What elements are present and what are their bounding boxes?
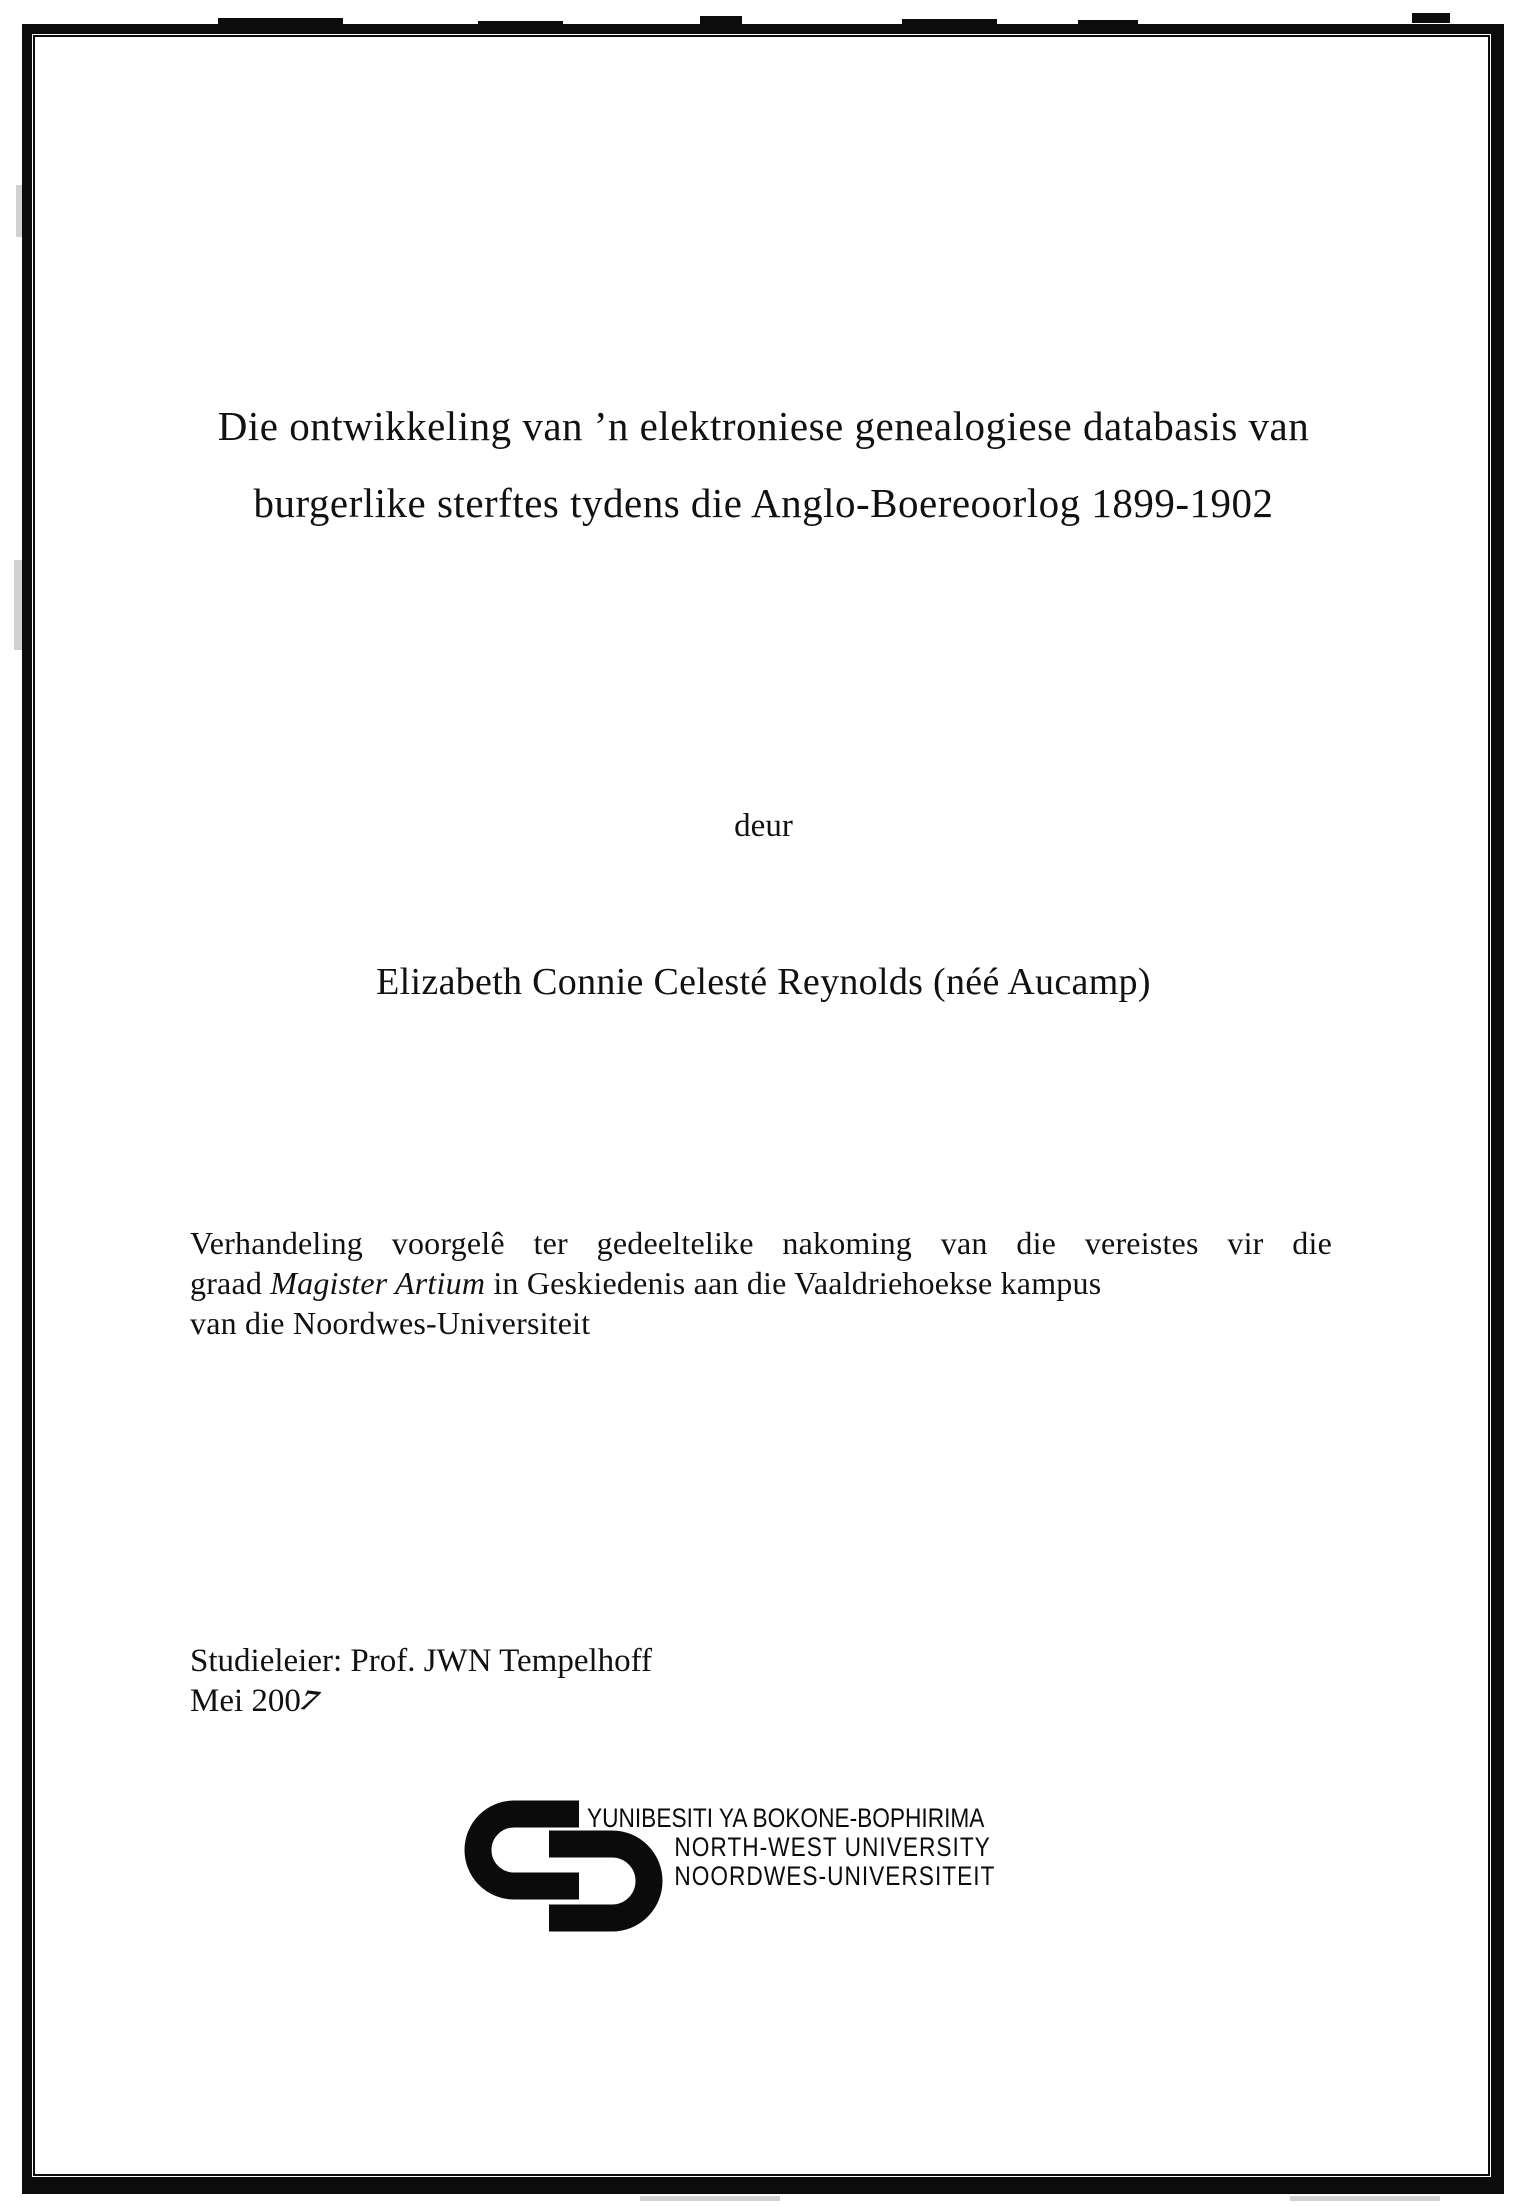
logo-line-afrikaans: NOORDWES-UNIVERSITEIT [674, 1861, 996, 1891]
byline-label: deur [734, 808, 793, 844]
scan-artifact [700, 16, 742, 24]
statement-line3: van die Noordwes-Universiteit [190, 1305, 591, 1341]
degree-name-italic: Magister Artium [270, 1265, 486, 1301]
logo-line-setswana: YUNIBESITI YA BOKONE-BOPHIRIMA [587, 1803, 985, 1833]
statement-line2-pre: graad [190, 1265, 271, 1301]
degree-statement [190, 1223, 1332, 1343]
date-prefix: Mei 200 [190, 1683, 301, 1719]
nwu-logo-text [587, 1804, 995, 1891]
statement-line2-post: in Geskiedenis aan die Vaaldriehoekse kampus [485, 1265, 1102, 1301]
thesis-title-line1: Die ontwikkeling van ’n elektroniese genealogiese databasis van [217, 403, 1310, 449]
thesis-title [110, 388, 1417, 542]
scan-smudge [14, 560, 22, 650]
author-name: Elizabeth Connie Celesté Reynolds (néé Aucamp) [376, 961, 1151, 1003]
thesis-title-line2: burgerlike sterftes tydens die Anglo-Boereoorlog 1899-1902 [253, 480, 1274, 526]
supervisor-line: Studieleier: Prof. JWN Tempelhoff [190, 1643, 653, 1679]
scan-smudge [1290, 2196, 1440, 2201]
date-last-digit: 7 [293, 1684, 325, 1718]
scan-smudge [640, 2196, 780, 2201]
scan-artifact [1412, 13, 1450, 23]
statement-line2 [190, 1263, 1332, 1303]
supervisor-block [190, 1641, 652, 1721]
logo-line-english: NORTH-WEST UNIVERSITY [674, 1832, 991, 1862]
statement-line1: Verhandeling voorgelê ter gedeeltelike nakoming van die vereistes vir die [190, 1225, 1332, 1261]
date-line [190, 1681, 652, 1721]
